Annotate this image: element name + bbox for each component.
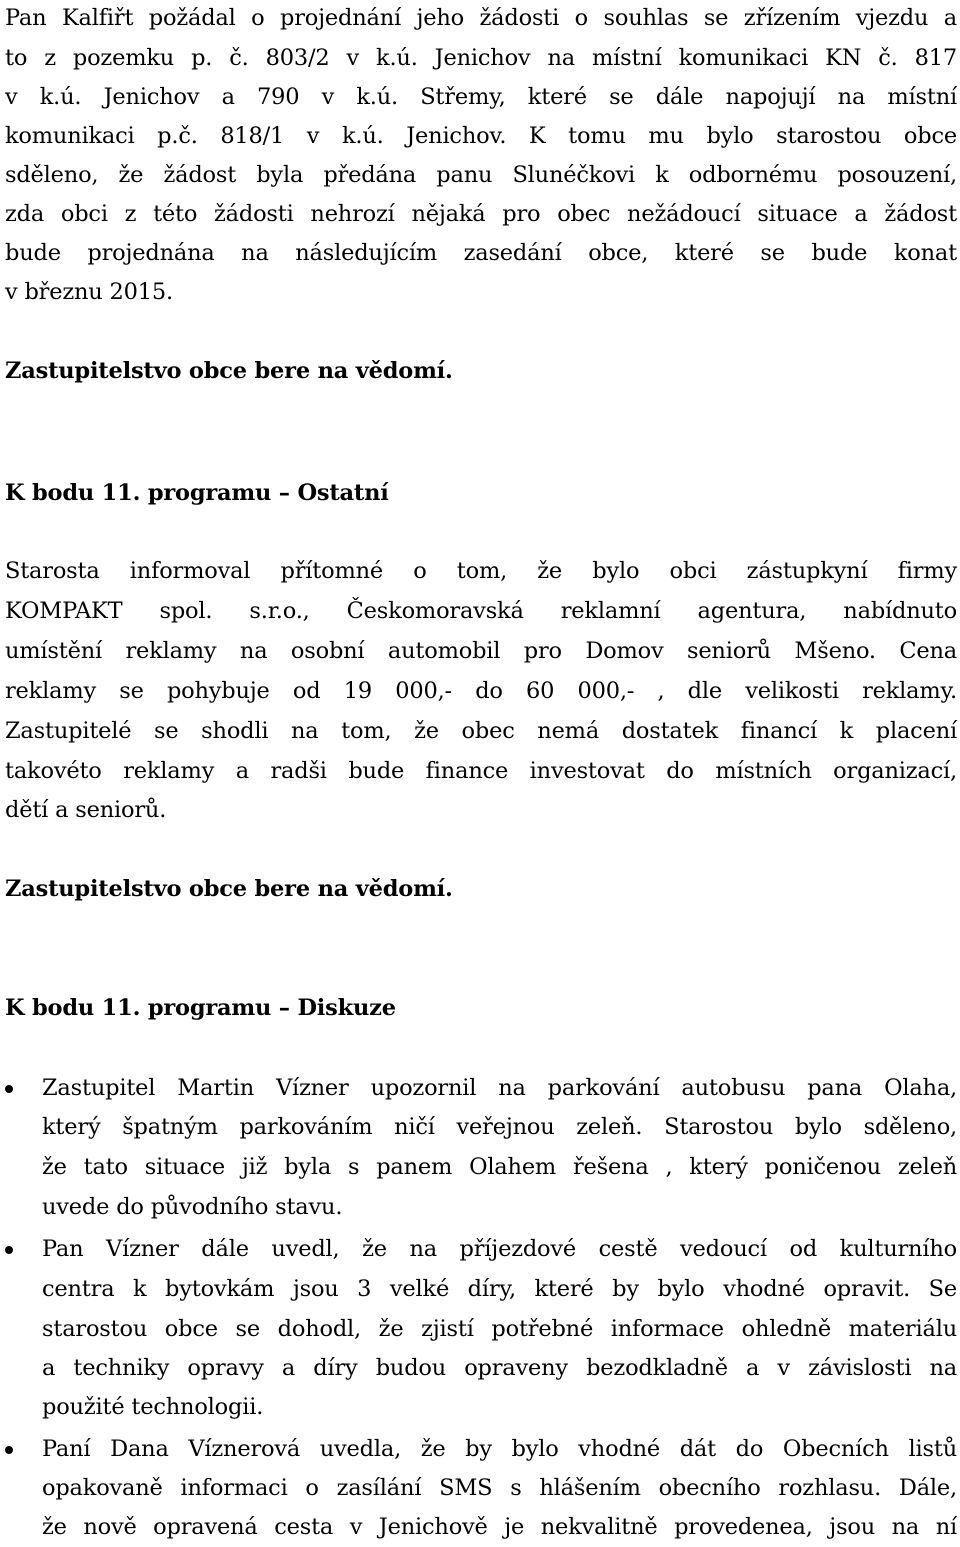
text-line: komunikaci p.č. 818/1 v k.ú. Jenichov. K tomu mu bylo starostou obce	[5, 123, 957, 149]
bullet-icon	[5, 1429, 23, 1469]
bullet-icon	[5, 1229, 23, 1269]
text-line: v březnu 2015.	[5, 279, 173, 305]
text-line: bude projednána na následujícím zasedání obce, které se bude konat	[5, 240, 957, 266]
text-line: uvede do původního stavu.	[42, 1194, 343, 1220]
text-line: umístění reklamy na osobní automobil pro Domov seniorů Mšeno. Cena	[5, 638, 957, 664]
text-line: dětí a seniorů.	[5, 797, 167, 823]
text-line: reklamy se pohybuje od 19 000,- do 60 000,- , dle velikosti reklamy.	[5, 678, 957, 704]
resolution-text: Zastupitelstvo obce bere na vědomí.	[5, 876, 453, 902]
text-line: Starosta informoval přítomné o tom, že bylo obci zástupkyní firmy	[5, 558, 957, 584]
bullet-icon	[5, 1068, 23, 1108]
text-line: takovéto reklamy a radši bude finance investovat do místních organizací,	[5, 758, 957, 784]
text-line: Zastupitelé se shodli na tom, že obec nemá dostatek financí k placení	[5, 718, 957, 744]
text-line: že nově opravená cesta v Jenichově je nekvalitně provedenea, jsou na ní	[42, 1514, 957, 1540]
text-line: to z pozemku p. č. 803/2 v k.ú. Jenichov na místní komunikaci KN č. 817	[5, 45, 957, 71]
text-line: který špatným parkováním ničí veřejnou zeleň. Starostou bylo sděleno,	[42, 1114, 957, 1140]
section-heading-diskuze: K bodu 11. programu – Diskuze	[5, 995, 396, 1021]
resolution-text: Zastupitelstvo obce bere na vědomí.	[5, 358, 453, 384]
text-line: KOMPAKT spol. s.r.o., Českomoravská reklamní agentura, nabídnuto	[5, 598, 957, 624]
text-line: Paní Dana Víznerová uvedla, že by bylo vhodné dát do Obecních listů	[42, 1436, 957, 1462]
section-heading-ostatni: K bodu 11. programu – Ostatní	[5, 480, 389, 506]
text-line: a techniky opravy a díry budou opraveny bezodkladně a v závislosti na	[42, 1355, 957, 1381]
text-line: Zastupitel Martin Vízner upozornil na parkování autobusu pana Olaha,	[42, 1075, 957, 1101]
text-line: zda obci z této žádosti nehrozí nějaká pro obec nežádoucí situace a žádost	[5, 201, 957, 227]
text-line: opakovaně informaci o zasílání SMS s hlášením obecního rozhlasu. Dále,	[42, 1475, 957, 1501]
text-line: Pan Vízner dále uvedl, že na příjezdové cestě vedoucí od kulturního	[42, 1236, 957, 1262]
text-line: v k.ú. Jenichov a 790 v k.ú. Střemy, které se dále napojují na místní	[5, 84, 957, 110]
text-line: sděleno, že žádost byla předána panu Slunéčkovi k odbornému posouzení,	[5, 162, 957, 188]
text-line: že tato situace již byla s panem Olahem řešena , který poničenou zeleň	[42, 1154, 957, 1180]
text-line: centra k bytovkám jsou 3 velké díry, které by bylo vhodné opravit. Se	[42, 1276, 957, 1302]
text-line: použité technologii.	[42, 1394, 264, 1420]
text-line: starostou obce se dohodl, že zjistí potřebné informace ohledně materiálu	[42, 1316, 957, 1342]
text-line: Pan Kalfiřt požádal o projednání jeho žádosti o souhlas se zřízením vjezdu a	[5, 5, 957, 31]
